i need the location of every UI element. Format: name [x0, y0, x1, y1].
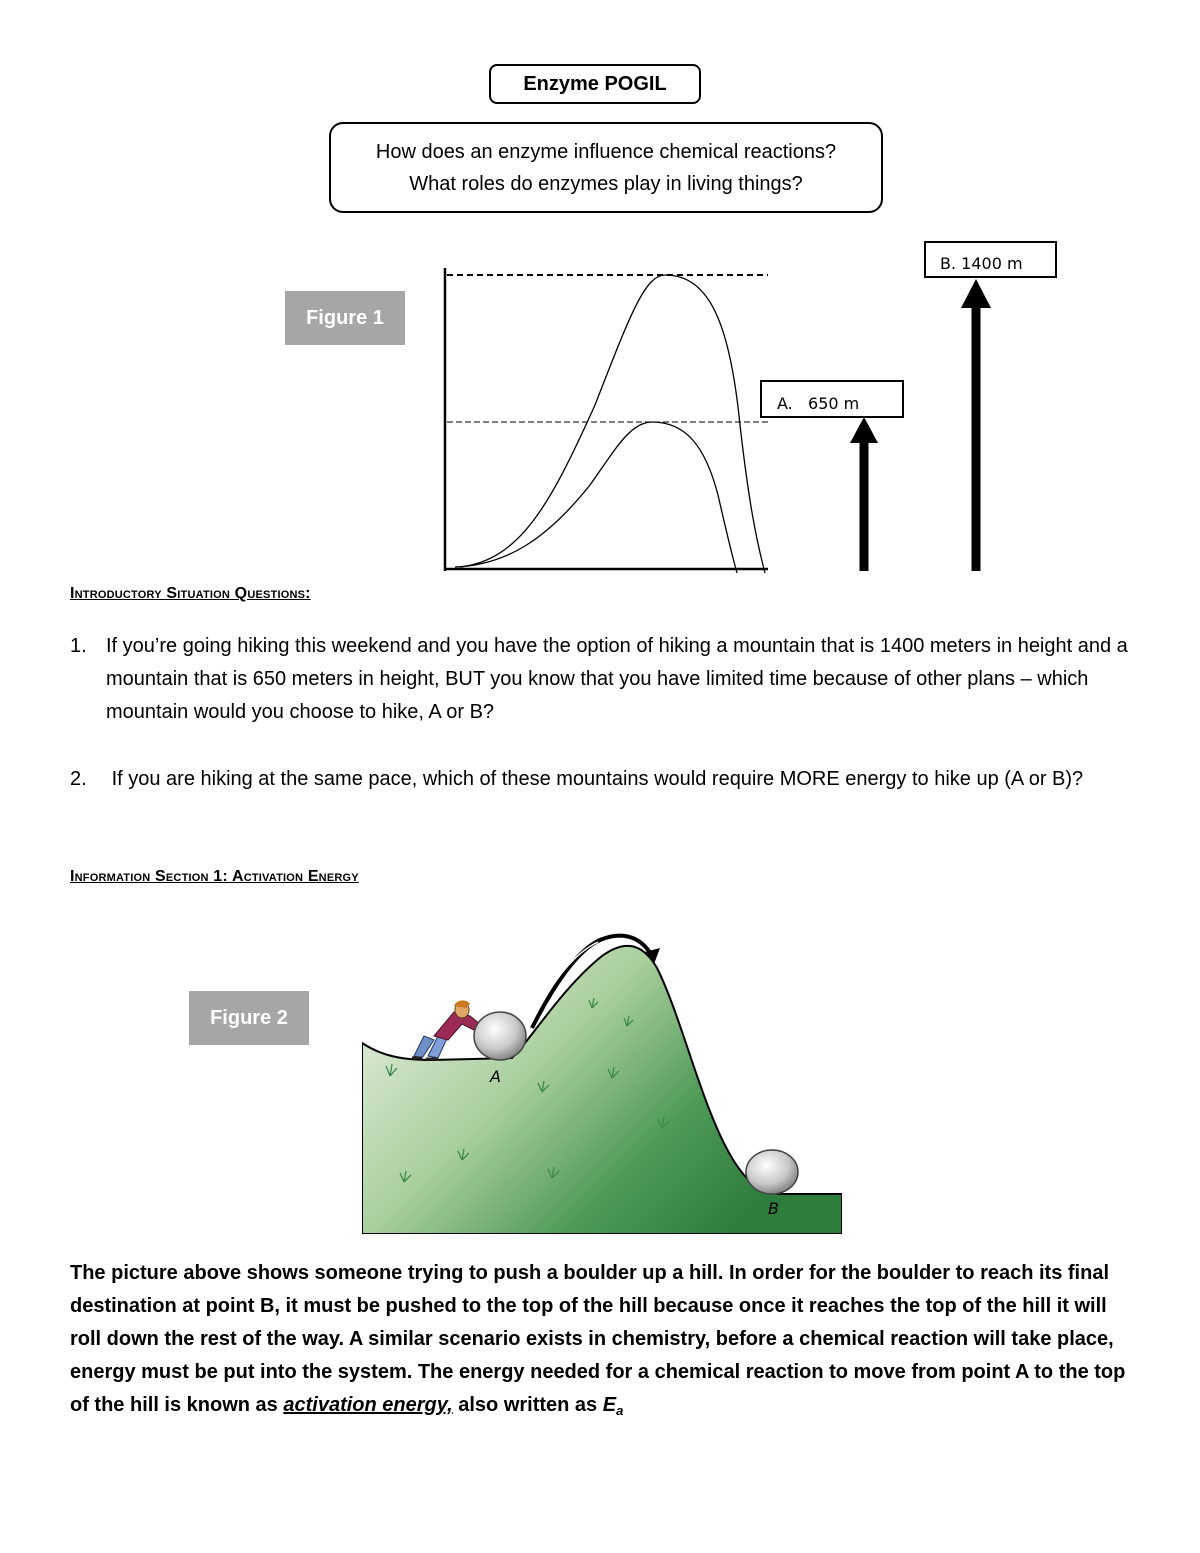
ea-symbol: E [602, 1394, 617, 1416]
arrow-a-head [850, 417, 878, 443]
point-b-label: B [768, 1199, 779, 1218]
question-1-number: 1. [70, 635, 87, 657]
uncatalyzed-curve [460, 275, 765, 573]
question-2 [70, 763, 1140, 796]
mountain-b-label: B. 1400 m [940, 254, 1023, 273]
point-a-label: A [490, 1067, 501, 1086]
boulder-b [746, 1150, 798, 1194]
question-2-number: 2. [70, 768, 87, 790]
paragraph-text-1: The picture above shows someone trying to push a boulder up a hill. In order for the boulder to reach its final destination at point B, it must be pushed to the top of the hill because once it reaches the top of the hill it will roll down the rest of the way. A similar scenario exists in chemistry, before a chemical reaction will take place, energy must be put into the system. The energy needed for a chemical reaction to move from point A to the top of the hill is known as [70, 1262, 1126, 1416]
ea-subscript: a [616, 1403, 624, 1418]
question-1 [70, 630, 1140, 729]
figure-1-energy-diagram [430, 235, 1080, 580]
catalyzed-curve [455, 422, 737, 573]
figure-1-label: Figure 1 [285, 291, 405, 345]
info-section-1-heading: Information Section 1: Activation Energy [70, 868, 359, 885]
paragraph-text-2: also written as [452, 1394, 603, 1416]
figure-2-label: Figure 2 [189, 991, 309, 1045]
essential-question-1: How does an enzyme influence chemical reactions? [375, 140, 837, 163]
question-1-text: If you’re going hiking this weekend and you have the option of hiking a mountain that is 1400 meters in height and a mountain that is 650 meters in height, BUT you know that you have limited time because of other plans – which mountain would you choose to hike, A or B? [106, 635, 1128, 723]
arrow-b-head [961, 279, 991, 308]
activation-energy-paragraph [70, 1257, 1140, 1427]
essential-question-2: What roles do enzymes play in living things? [409, 172, 803, 195]
question-2-text: If you are hiking at the same pace, which of these mountains would require MORE energy to hike up (A or B)? [106, 768, 1084, 790]
figure-2-hill-illustration [362, 928, 842, 1234]
page-title: Enzyme POGIL [489, 64, 701, 104]
activation-energy-term: activation energy, [283, 1394, 453, 1416]
boulder-a [474, 1012, 526, 1060]
essential-questions-box [329, 122, 883, 213]
person-pushing [412, 1000, 480, 1059]
intro-heading: Introductory Situation Questions: [70, 585, 311, 602]
mountain-a-label: A. 650 m [777, 394, 860, 413]
